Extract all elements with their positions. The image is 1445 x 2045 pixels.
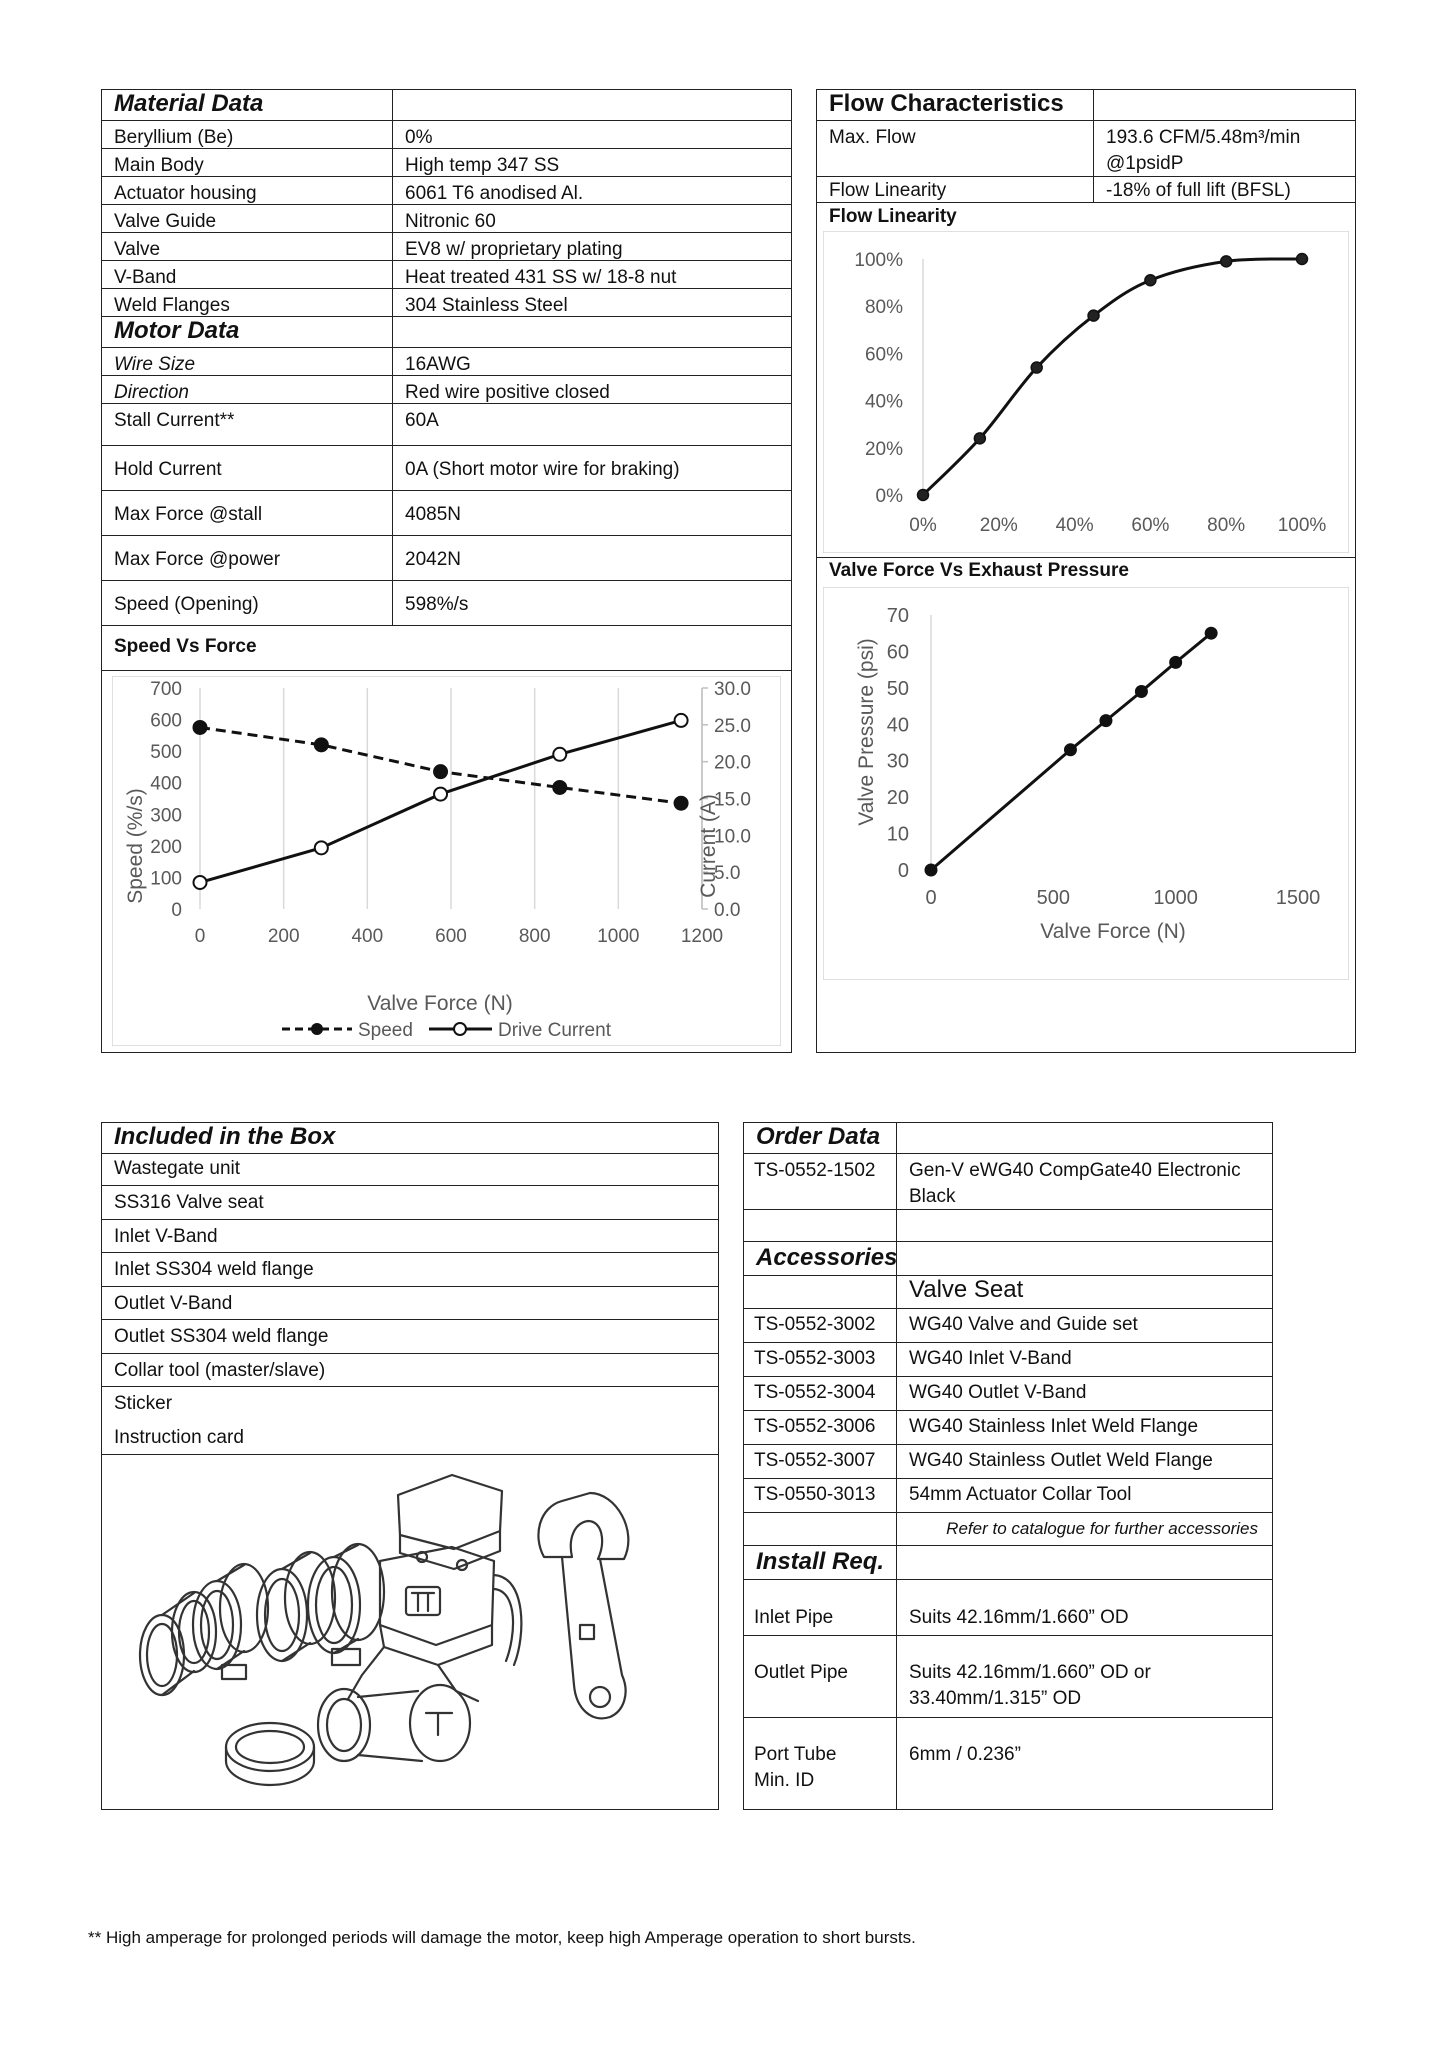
speed-chart-title: Speed Vs Force [114, 636, 257, 657]
x-tick-label: 1200 [680, 926, 724, 947]
x-tick-label: 500 [1036, 887, 1071, 909]
list-item [102, 1354, 718, 1387]
motor-value: 2042N [392, 536, 791, 580]
x-tick-label: 20% [979, 515, 1018, 536]
flow-linearity-chart [823, 231, 1349, 553]
motor-label: Max Force @power [114, 549, 281, 570]
wastegate-unit-icon [318, 1475, 521, 1761]
accessory-description: WG40 Outlet V-Band [896, 1377, 1272, 1410]
order-part-number: TS-0552-1502 [754, 1160, 876, 1181]
data-point [1135, 685, 1148, 698]
y-tick-label: 400 [150, 773, 182, 795]
material-value: EV8 w/ proprietary plating [392, 233, 791, 260]
y-tick-label: 500 [150, 742, 182, 764]
y-tick-label: 0 [171, 900, 182, 921]
list-item [102, 1287, 718, 1320]
order-description-line: Gen-V eWG40 CompGate40 Electronic [909, 1160, 1241, 1181]
y-tick-label: 30 [886, 750, 909, 773]
y2-tick-label: 0.0 [714, 900, 741, 921]
list-item [102, 1421, 718, 1455]
accessory-description: WG40 Inlet V-Band [896, 1343, 1272, 1376]
box-item-label: Inlet SS304 weld flange [114, 1259, 314, 1280]
x-tick-label: 1000 [1153, 887, 1198, 909]
data-point [1221, 256, 1232, 267]
accessory-part-number: TS-0550-3013 [754, 1484, 876, 1505]
order-header-row [744, 1123, 1272, 1154]
list-item [102, 1186, 718, 1220]
flow-linearity-label: Flow Linearity [829, 180, 947, 201]
motor-value: 16AWG [392, 348, 791, 375]
force-axis-label: Valve Force (N) [367, 992, 513, 1015]
x-tick-label: 0 [194, 926, 206, 947]
x-tick-label: 40% [1055, 515, 1094, 536]
table-row [744, 1718, 1272, 1809]
y-tick-label: 0 [897, 860, 909, 882]
motor-label: Hold Current [114, 459, 222, 480]
v-band-clamp-icon [308, 1544, 384, 1665]
flow-linearity-value: -18% of full lift (BFSL) [1093, 177, 1355, 202]
data-point [434, 765, 447, 778]
flow-chart-title: Flow Linearity [829, 206, 957, 227]
box-item-label: Sticker [114, 1393, 173, 1414]
speed-chart-title-row [102, 626, 791, 671]
table-row [102, 205, 791, 233]
table-row [744, 1580, 1272, 1636]
data-point [1088, 310, 1099, 321]
inlet-pipe-label: Inlet Pipe [754, 1607, 834, 1628]
data-point [194, 721, 207, 734]
y2-tick-label: 20.0 [714, 752, 751, 774]
material-value: 6061 T6 anodised Al. [392, 177, 791, 204]
included-box-block [101, 1122, 719, 1810]
max-flow-value-line: 193.6 CFM/5.48m³/min [1106, 127, 1301, 148]
y-tick-label: 60 [886, 641, 909, 664]
data-point [1205, 627, 1218, 640]
table-row [102, 536, 791, 581]
install-header-row [744, 1546, 1272, 1580]
port-tube-label-line: Port Tube [754, 1744, 837, 1765]
y2-tick-label: 15.0 [714, 789, 751, 811]
data-point [194, 876, 207, 889]
valve-force-axis-label: Valve Force (N) [1040, 920, 1186, 943]
table-row [102, 177, 791, 205]
box-header-row [102, 1123, 718, 1154]
order-description-line: Black [909, 1186, 956, 1207]
motor-label: Wire Size [114, 354, 196, 375]
y-tick-label: 70 [886, 605, 909, 627]
box-item-label: Outlet SS304 weld flange [114, 1326, 329, 1347]
order-description [896, 1154, 1272, 1209]
box-item-label: Wastegate unit [114, 1158, 241, 1179]
flow-header-row [817, 90, 1355, 121]
x-tick-label: 60% [1131, 515, 1170, 536]
x-tick-label: 0 [925, 887, 937, 909]
max-flow-label: Max. Flow [829, 127, 916, 148]
motor-title: Motor Data [114, 317, 240, 344]
outlet-pipe-value [896, 1636, 1272, 1717]
motor-value: 4085N [392, 491, 791, 535]
table-row [102, 149, 791, 177]
table-row [744, 1377, 1272, 1411]
accessory-description: WG40 Stainless Outlet Weld Flange [896, 1445, 1272, 1478]
y-tick-label: 600 [150, 710, 182, 732]
motor-label: Stall Current** [114, 410, 235, 431]
material-label: Actuator housing [114, 183, 257, 204]
valve-force-title-row [817, 557, 1355, 585]
data-point [1099, 714, 1112, 727]
data-point [553, 781, 566, 794]
data-point [925, 864, 938, 877]
box-item-label: Inlet V-Band [114, 1226, 218, 1247]
y-tick-label: 80% [864, 297, 903, 319]
data-point [675, 797, 688, 810]
material-label: V-Band [114, 267, 177, 288]
accessory-part-number: TS-0552-3004 [754, 1382, 876, 1403]
x-tick-label: 400 [351, 926, 384, 947]
x-tick-label: 80% [1207, 515, 1246, 536]
table-row [102, 491, 791, 536]
material-label: Valve [114, 239, 161, 260]
data-point [675, 714, 688, 727]
outlet-pipe-value-line: Suits 42.16mm/1.660” OD or [909, 1662, 1151, 1683]
motor-header-row [102, 317, 791, 348]
y-tick-label: 40 [886, 714, 909, 737]
x-tick-label: 800 [518, 926, 551, 947]
table-row [102, 581, 791, 626]
table-row [744, 1343, 1272, 1377]
material-value: Heat treated 431 SS w/ 18-8 nut [392, 261, 791, 288]
collar-tool-icon [538, 1493, 628, 1718]
table-row [744, 1445, 1272, 1479]
x-tick-label: 0% [909, 515, 937, 536]
data-point [1169, 656, 1182, 669]
data-point [974, 433, 985, 444]
x-tick-label: 200 [267, 926, 300, 947]
table-row [102, 404, 791, 446]
series-line-flow [923, 259, 1302, 495]
motor-value: 0A (Short motor wire for braking) [392, 446, 791, 490]
x-tick-label: 1500 [1275, 887, 1321, 909]
list-item [102, 1220, 718, 1253]
material-label: Main Body [114, 155, 204, 176]
table-row [817, 177, 1355, 203]
max-flow-value-line: @1psidP [1106, 153, 1184, 174]
data-point [315, 738, 328, 751]
table-row [102, 289, 791, 317]
footnote: ** High amperage for prolonged periods will damage the motor, keep high Amperage operation to short bursts. [88, 1928, 916, 1947]
y-tick-label: 700 [150, 679, 182, 700]
y2-tick-label: 10.0 [714, 826, 751, 848]
x-tick-label: 1000 [597, 926, 640, 947]
order-title: Order Data [756, 1123, 881, 1150]
y-tick-label: 60% [864, 344, 903, 366]
accessories-title: Accessories [756, 1244, 898, 1271]
motor-value: Red wire positive closed [392, 376, 791, 403]
y2-tick-label: 25.0 [714, 715, 751, 737]
valve-seat-ring-icon [226, 1723, 314, 1785]
material-value: 304 Stainless Steel [392, 289, 791, 316]
accessory-description: 54mm Actuator Collar Tool [896, 1479, 1272, 1512]
accessory-description: WG40 Stainless Inlet Weld Flange [896, 1411, 1272, 1444]
box-item-label: Instruction card [114, 1427, 244, 1448]
y-tick-label: 10 [886, 823, 909, 846]
data-point [1145, 275, 1156, 286]
data-point [434, 788, 447, 801]
legend-drive-current: Drive Current [498, 1020, 611, 1041]
table-row [744, 1479, 1272, 1513]
material-value: 0% [392, 121, 791, 148]
y-tick-label: 50 [886, 677, 909, 700]
valve-seat-label: Valve Seat [896, 1276, 1272, 1308]
motor-label: Direction [114, 382, 189, 403]
list-item [102, 1320, 718, 1354]
valve-force-chart [823, 587, 1349, 980]
list-item [102, 1154, 718, 1186]
accessory-part-number: TS-0552-3006 [754, 1416, 876, 1437]
material-label: Weld Flanges [114, 295, 230, 316]
valve-force-chart-title: Valve Force Vs Exhaust Pressure [829, 560, 1129, 581]
legend-speed: Speed [358, 1020, 413, 1041]
y2-tick-label: 5.0 [714, 863, 741, 885]
material-motor-block [101, 89, 792, 1053]
data-point [1064, 743, 1077, 756]
motor-value: 60A [392, 404, 791, 445]
table-row [102, 348, 791, 376]
table-row [744, 1411, 1272, 1445]
flow-chart-title-row [817, 203, 1355, 229]
max-flow-value [1093, 121, 1355, 176]
catalogue-note-row [744, 1513, 1272, 1546]
data-point [553, 748, 566, 761]
data-point [315, 841, 328, 854]
list-item [102, 1253, 718, 1287]
accessory-part-number: TS-0552-3003 [754, 1348, 876, 1369]
order-block [743, 1122, 1273, 1810]
current-axis-label: Current (A) [697, 794, 720, 898]
y-tick-label: 20% [864, 438, 903, 460]
flow-title: Flow Characteristics [829, 90, 1064, 117]
box-item-label: Collar tool (master/slave) [114, 1360, 326, 1381]
flow-block [816, 89, 1356, 1053]
accessory-description: WG40 Valve and Guide set [896, 1309, 1272, 1342]
table-row [744, 1210, 1272, 1242]
table-row [102, 261, 791, 289]
y2-tick-label: 30.0 [714, 679, 751, 700]
pressure-axis-label: Valve Pressure (psi) [855, 638, 878, 826]
motor-label: Max Force @stall [114, 504, 263, 525]
y-tick-label: 200 [150, 836, 182, 858]
y-tick-label: 100% [854, 250, 903, 271]
data-point [1031, 362, 1042, 373]
table-row [102, 233, 791, 261]
port-tube-label-line: Min. ID [754, 1770, 815, 1791]
wastegate-kit-illustration [122, 1465, 702, 1795]
y-tick-label: 300 [150, 805, 182, 827]
table-row [102, 376, 791, 404]
table-row [817, 121, 1355, 177]
y-tick-label: 0% [875, 486, 903, 507]
table-row [102, 121, 791, 149]
speed-axis-label: Speed (%/s) [124, 788, 147, 904]
material-title: Material Data [114, 90, 264, 117]
inlet-pipe-value: Suits 42.16mm/1.660” OD [896, 1580, 1272, 1635]
x-tick-label: 600 [435, 926, 467, 947]
valve-seat-row [744, 1276, 1272, 1309]
box-item-label: Outlet V-Band [114, 1293, 233, 1314]
y-tick-label: 20 [886, 787, 909, 810]
speed-force-chart [112, 676, 781, 1046]
box-item-label: SS316 Valve seat [114, 1192, 264, 1213]
install-title: Install Req. [756, 1548, 885, 1575]
material-value: Nitronic 60 [392, 205, 791, 232]
table-row [744, 1154, 1272, 1210]
chart-legend [282, 1020, 612, 1041]
outlet-pipe-label: Outlet Pipe [754, 1662, 848, 1683]
data-point [1297, 254, 1308, 265]
catalogue-note: Refer to catalogue for further accessories [896, 1513, 1272, 1545]
y-tick-label: 100 [150, 868, 182, 890]
motor-label: Speed (Opening) [114, 594, 259, 615]
y-tick-label: 40% [864, 391, 903, 413]
accessory-part-number: TS-0552-3007 [754, 1450, 876, 1471]
table-row [744, 1309, 1272, 1343]
port-tube-label [744, 1718, 896, 1809]
box-title: Included in the Box [114, 1123, 336, 1150]
outlet-pipe-value-line: 33.40mm/1.315” OD [909, 1688, 1082, 1709]
motor-value: 598%/s [392, 581, 791, 625]
material-label: Valve Guide [114, 211, 217, 232]
material-value: High temp 347 SS [392, 149, 791, 176]
accessories-header-row [744, 1242, 1272, 1276]
x-tick-label: 100% [1277, 515, 1327, 536]
list-item [102, 1387, 718, 1421]
table-row [102, 446, 791, 491]
data-point [918, 490, 929, 501]
material-label: Beryllium (Be) [114, 127, 234, 148]
accessory-part-number: TS-0552-3002 [754, 1314, 876, 1335]
table-row [744, 1636, 1272, 1718]
port-tube-value: 6mm / 0.236” [896, 1718, 1272, 1809]
material-header-row [102, 90, 791, 121]
